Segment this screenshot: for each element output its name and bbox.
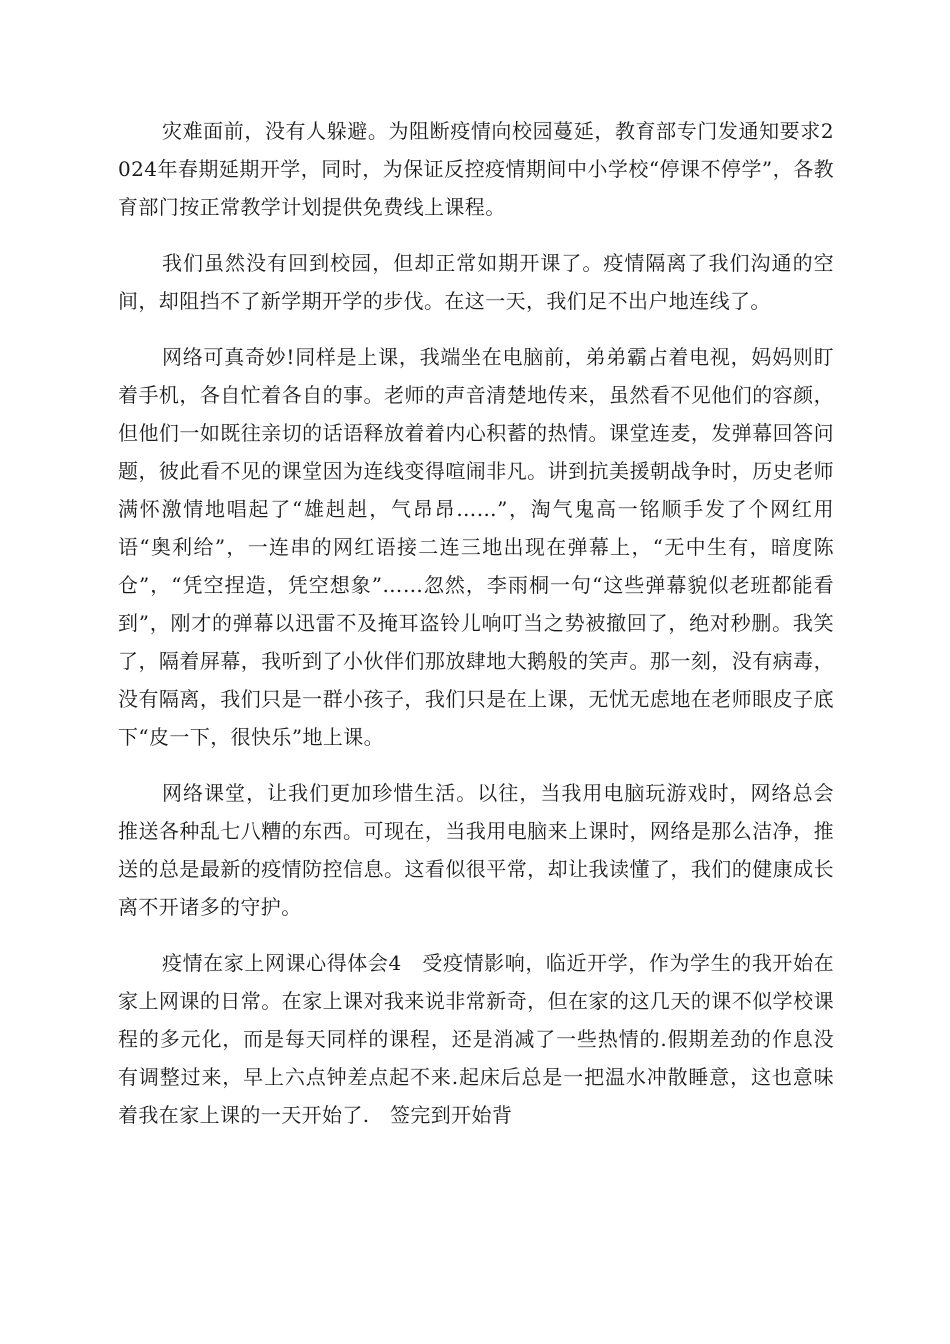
paragraph-4: 网络课堂，让我们更加珍惜生活。以往，当我用电脑玩游戏时，网络总会推送各种乱七八糟的东西。可现在，当我用电脑来上课时，网络是那么洁净，推送的总是最新的疫情防控信息。这看似很平常，却让我读懂了，我们的健康成长离不开诸多的守护。 <box>118 781 834 919</box>
paragraph-1: 灾难面前，没有人躲避。为阻断疫情向校园蔓延，教育部专门发通知要求2024年春期延期开学，同时，为保证反控疫情期间中小学校“停课不停学”，各教育部门按正常教学计划提供免费线上课程。 <box>118 119 834 219</box>
document-body <box>118 112 834 1152</box>
paragraph-2: 我们虽然没有回到校园，但却正常如期开课了。疫情隔离了我们沟通的空间，却阻挡不了新学期开学的步伐。在这一天，我们足不出户地连线了。 <box>118 251 834 313</box>
paragraph-3: 网络可真奇妙!同样是上课，我端坐在电脑前，弟弟霸占着电视，妈妈则盯着手机，各自忙着各自的事。老师的声音清楚地传来，虽然看不见他们的容颜，但他们一如既往亲切的话语释放着着内心积蓄的热情。课堂连麦，发弹幕回答问题，彼此看不见的课堂因为连线变得喧闹非凡。讲到抗美援朝战争时，历史老师满怀激情地唱起了“雄赳赳，气昂昂……”，淘气鬼高一铭顺手发了个网红用语“奥利给”，一连串的网红语接二连三地出现在弹幕上，“无中生有，暗度陈仓”，“凭空捏造，凭空想象”……忽然，李雨桐一句“这些弹幕貌似老班都能看到”，刚才的弹幕以迅雷不及掩耳盗铃儿响叮当之势被撤回了，绝对秒删。我笑了，隔着屏幕，我听到了小伙伴们那放肆地大鹅般的笑声。那一刻，没有病毒，没有隔离，我们只是一群小孩子，我们只是在上课，无忧无虑地在老师眼皮子底下“皮一下，很快乐”地上课。 <box>118 345 834 749</box>
paragraph-5: 疫情在家上网课心得体会4 受疫情影响，临近开学，作为学生的我开始在家上网课的日常。在家上课对我来说非常新奇，但在家的这几天的课不似学校课程的多元化，而是每天同样的课程，还是消减了一些热情的.假期差劲的作息没有调整过来，早上六点钟差点起不来.起床后总是一把温水冲散睡意，这也意味着我在家上课的一天开始了. 签完到开始背 <box>118 951 834 1127</box>
